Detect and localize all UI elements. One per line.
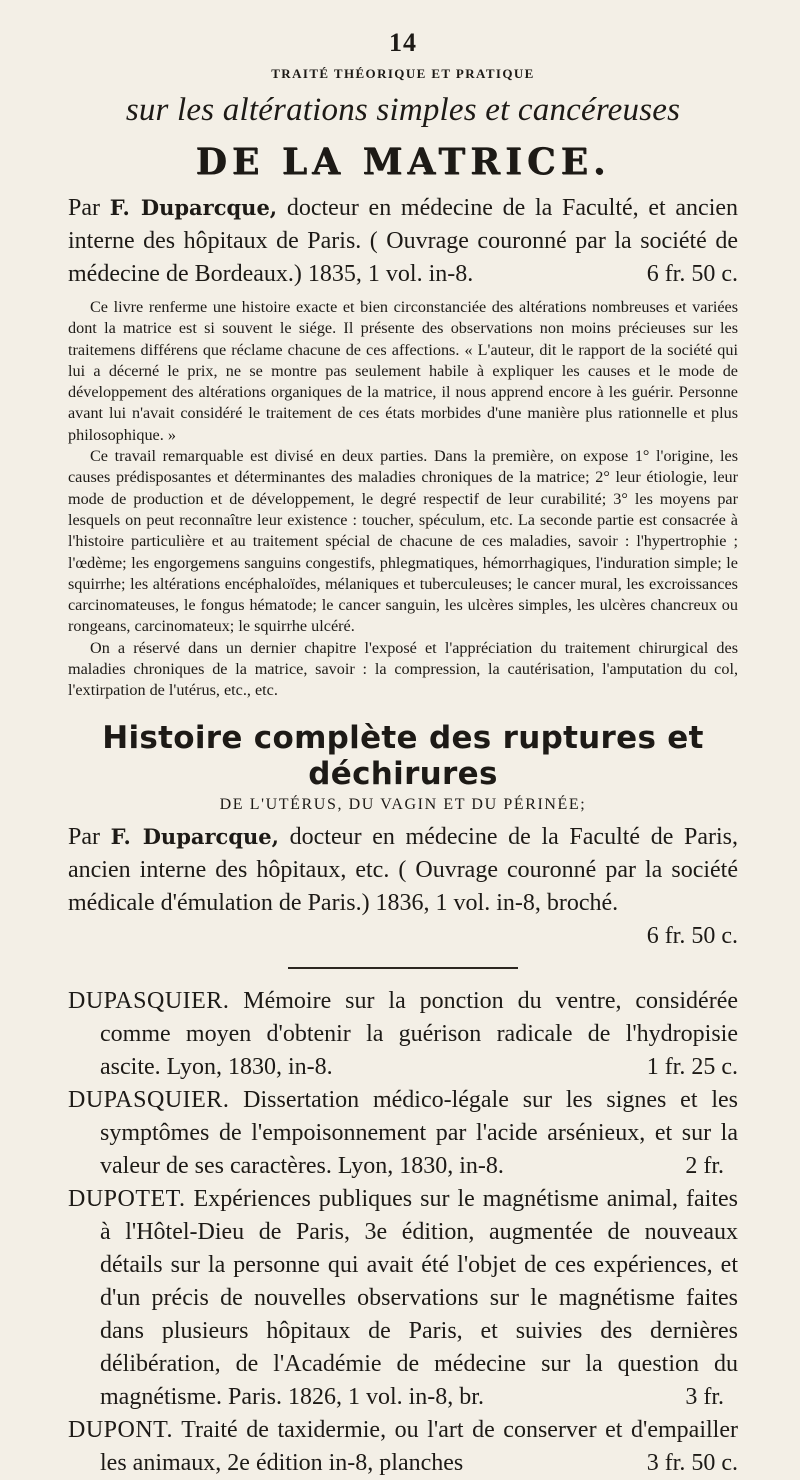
book1-price: 6 fr. 50 c. <box>646 261 738 287</box>
catalog-entry <box>68 1183 738 1414</box>
running-header: TRAITÉ THÉORIQUE ET PRATIQUE <box>271 66 535 81</box>
book1-author: F. Duparcque, <box>109 195 278 220</box>
catalog-entry <box>68 985 738 1084</box>
book2-title: Histoire complète des ruptures et déchirures <box>102 719 704 792</box>
book2-price: 6 fr. 50 c. <box>646 922 738 949</box>
entry-author: DUPASQUIER. <box>68 987 230 1014</box>
book1-byline <box>68 191 738 291</box>
catalog-entry <box>68 1084 738 1183</box>
catalog-entry <box>68 1414 738 1480</box>
entry-text: Mémoire sur la ponction du ventre, considérée comme moyen d'obtenir la guérison radicale de l'hydropisie ascite. Lyon, 1830, in-8. <box>100 987 739 1080</box>
book2-byline <box>68 820 738 920</box>
entry-text: Dissertation médico-légale sur les signes et les symptômes de l'empoisonnement par l'acide arsénieux, et sur la valeur de ses caractères. Lyon, 1830, in-8. <box>100 1086 738 1179</box>
entry-author: DUPASQUIER. <box>68 1086 230 1113</box>
entry-price: 2 fr. <box>685 1152 724 1179</box>
book2-author: F. Duparcque, <box>110 823 279 849</box>
entry-author: DUPONT. <box>68 1416 174 1443</box>
entry-price: 1 fr. 25 c. <box>646 1053 738 1080</box>
book1-description: docteur en médecine de la Faculté, et ancien interne des hôpitaux de Paris. ( Ouvrage couronné par la société de médecine de Bordeaux.) 1835, 1 vol. in-8. <box>68 195 739 287</box>
entry-price: 3 fr. <box>685 1383 724 1410</box>
book1-title-gothic: DE LA MATRICE. <box>195 141 611 183</box>
section-divider <box>288 967 518 969</box>
entry-text: Traité de taxidermie, ou l'art de conserver et d'empailler les animaux, 2e édition in-8, planches <box>100 1416 738 1476</box>
book1-para1: Ce livre renferme une histoire exacte et bien circonstanciée des altérations nombreuses et variées dont la matrice est si souvent le siége. Il présente des observations non moins précieuses sur les traitemens différens que réclame chacune de ces affections. « L'auteur, dit le rapport de la société qui lui a décerné le prix, ne se montre pas seulement habile à expliquer les causes et le mode de développement des altérations organiques de la matrice, il nous apprend encore à les guérir. Personne avant lui n'avait considéré le traitement de ces états morbides d'une manière plus rationnelle et plus philosophique. » <box>68 298 738 444</box>
page-number: 14 <box>389 28 417 57</box>
book2-description: docteur en médecine de la Faculté de Paris, ancien interne des hôpitaux, etc. ( Ouvrage couronné par la société médicale d'émulation de Paris.) 1836, 1 vol. in-8, broché. <box>68 823 739 916</box>
book1-title-italic: sur les altérations simples et cancéreuses <box>125 92 681 128</box>
book1-par: Par <box>68 195 100 221</box>
book2-subtitle: DE L'UTÉRUS, DU VAGIN ET DU PÉRINÉE; <box>219 795 587 813</box>
book1-para2: Ce travail remarquable est divisé en deux parties. Dans la première, on expose 1° l'origine, les causes prédisposantes et déterminantes des maladies chroniques de la matrice; 2° leur étiologie, leur mode de production et de développement, le degré respectif de leur curabilité; 3° les moyens par lesquels on peut reconnaître leur existence : toucher, spéculum, etc. La seconde partie est consacrée à l'histoire particulière et au traitement spécial de chacune de ces maladies, savoir : l'hypertrophie ; l'œdème; les engorgemens sanguins congestifs, phlegmatiques, hémorrhagiques, l'induration simple; le squirrhe; les altérations encéphaloïdes, mélaniques et tuberculeuses; le cancer mural, les excroissances carcinomateuses, le fongus hématode; le cancer sanguin, les ulcères simples, les ulcères chancreux ou rongeans, carcinomateux; le squirrhe ulcéré. <box>68 447 738 636</box>
entry-price: 3 fr. 50 c. <box>646 1449 738 1476</box>
entry-text: Expériences publiques sur le magnétisme animal, faites à l'Hôtel-Dieu de Paris, 3e édition, augmentée de nouveaux détails sur la personne qui avait été l'objet de ces expériences, et d'un précis de nouvelles observations sur le magnétisme faites dans plusieurs hôpitaux de Paris, et suivies des dernières délibération, de l'Académie de médecine sur la question du magnétisme. Paris. 1826, 1 vol. in-8, br. <box>100 1185 739 1410</box>
entry-author: DUPOTET. <box>68 1185 186 1212</box>
book2-par: Par <box>68 823 100 850</box>
book1-para3: On a réservé dans un dernier chapitre l'exposé et l'appréciation du traitement chirurgical des maladies chroniques de la matrice, savoir : la compression, la cautérisation, l'amputation du col, l'extirpation de l'utérus, etc., etc. <box>68 638 738 700</box>
